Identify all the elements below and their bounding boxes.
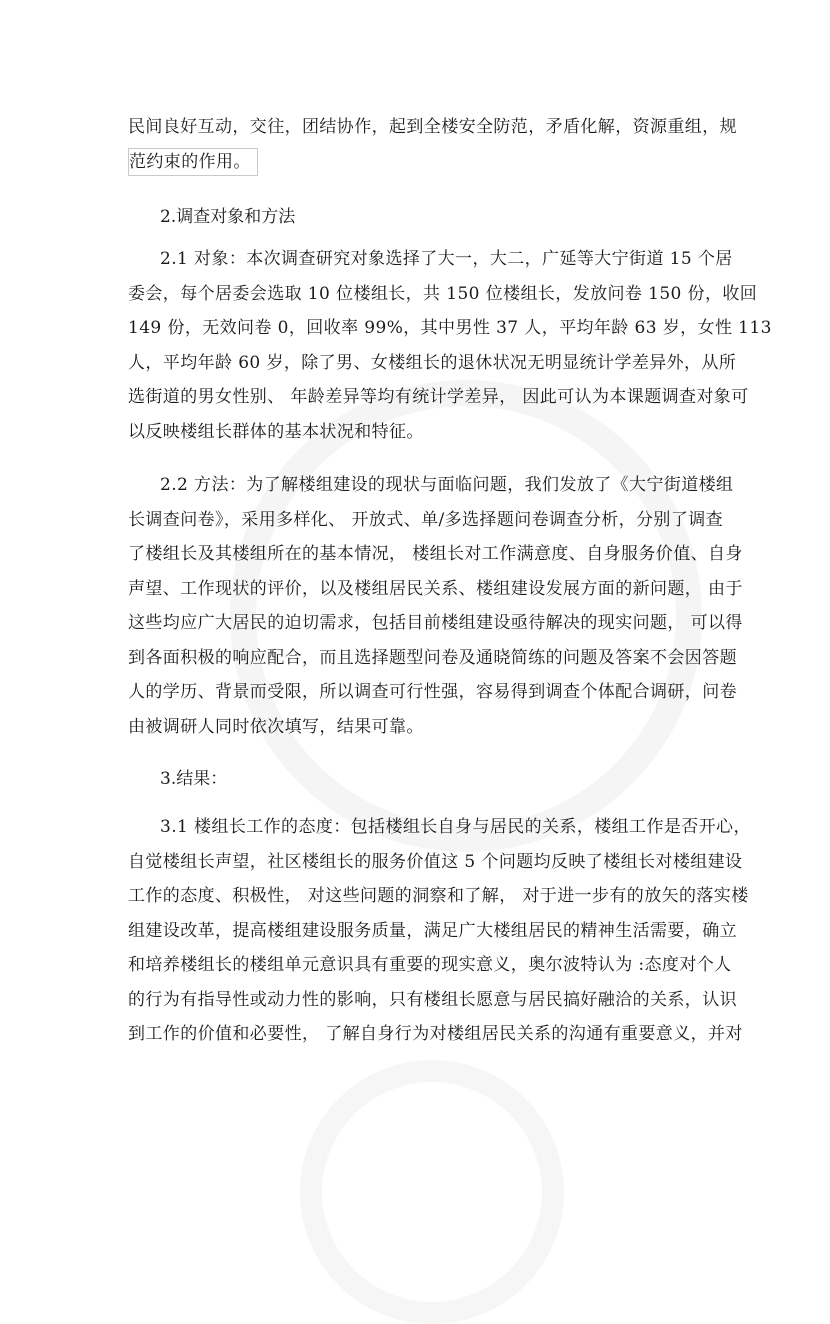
paragraph-2-1 <box>128 242 772 449</box>
text-line-boxed: 范约束的作用。 <box>128 148 258 176</box>
text-line: 长调查问卷》，采用多样化、 开放式、单/多选择题问卷调查分析，分别了调查 <box>128 509 724 530</box>
text-line: 2.2 方法：为了解楼组建设的现状与面临问题，我们发放了《大宁街道楼组 <box>160 475 734 495</box>
paragraph-2-2 <box>128 468 743 744</box>
text-line: 到各面积极的响应配合，而且选择题型问卷及通晓简练的问题及答案不会因答题 <box>128 647 737 668</box>
text-line: 组建设改革，提高楼组建设服务质量，满足广大楼组居民的精神生活需要，确立 <box>128 920 737 941</box>
text-line: 声望、工作现状的评价，以及楼组居民关系、楼组建设发展方面的新问题， 由于 <box>128 578 743 599</box>
text-line: 了楼组长及其楼组所在的基本情况， 楼组长对工作满意度、自身服务价值、自身 <box>128 544 743 564</box>
text-line: 委会，每个居委会选取 10 位楼组长，共 150 位楼组长，发放问卷 150 份，收回 <box>128 283 758 304</box>
text-line: 选街道的男女性别、 年龄差异等均有统计学差异， 因此可认为本课题调查对象可 <box>128 387 749 407</box>
text-line: 人的学历、背景而受限，所以调查可行性强，容易得到调查个体配合调研，问卷 <box>128 682 737 702</box>
text-line: 这些均应广大居民的迫切需求，包括目前楼组建设亟待解决的现实问题， 可以得 <box>128 613 743 633</box>
text-line: 的行为有指导性或动力性的影响，只有楼组长愿意与居民搞好融洽的关系，认识 <box>128 989 737 1010</box>
watermark-seal-bottom <box>300 1060 564 1324</box>
text-line: 由被调研人同时依次填写，结果可靠。 <box>128 716 424 737</box>
section-heading-2: 2.调查对象和方法 <box>160 207 296 227</box>
text-line: 工作的态度、积极性， 对这些问题的洞察和了解， 对于进一步有的放矢的落实楼 <box>128 886 749 906</box>
text-line: 和培养楼组长的楼组单元意识具有重要的现实意义，奥尔波特认为 :态度对个人 <box>128 955 732 975</box>
paragraph-3-1 <box>128 810 751 1052</box>
paragraph-intro <box>128 110 737 179</box>
section-heading-3: 3.结果： <box>160 769 228 789</box>
text-line: 以反映楼组长群体的基本状况和特征。 <box>128 421 424 442</box>
text-line: 民间良好互动，交往，团结协作，起到全楼安全防范，矛盾化解，资源重组，规 <box>128 117 737 137</box>
text-line: 人，平均年龄 60 岁，除了男、女楼组长的退休状况无明显统计学差异外，从所 <box>128 352 737 373</box>
text-line: 149 份，无效问卷 0，回收率 99%，其中男性 37 人，平均年龄 63 岁，女性 113 <box>128 318 772 338</box>
text-line: 2.1 对象：本次调查研究对象选择了大一，大二，广延等大宁街道 15 个居 <box>160 249 733 269</box>
text-line: 自觉楼组长声望，社区楼组长的服务价值这 5 个问题均反映了楼组长对楼组建设 <box>128 851 743 872</box>
text-line: 到工作的价值和必要性， 了解自身行为对楼组居民关系的沟通有重要意义，并对 <box>128 1024 743 1044</box>
text-line: 3.1 楼组长工作的态度：包括楼组长自身与居民的关系，楼组工作是否开心， <box>160 817 751 837</box>
